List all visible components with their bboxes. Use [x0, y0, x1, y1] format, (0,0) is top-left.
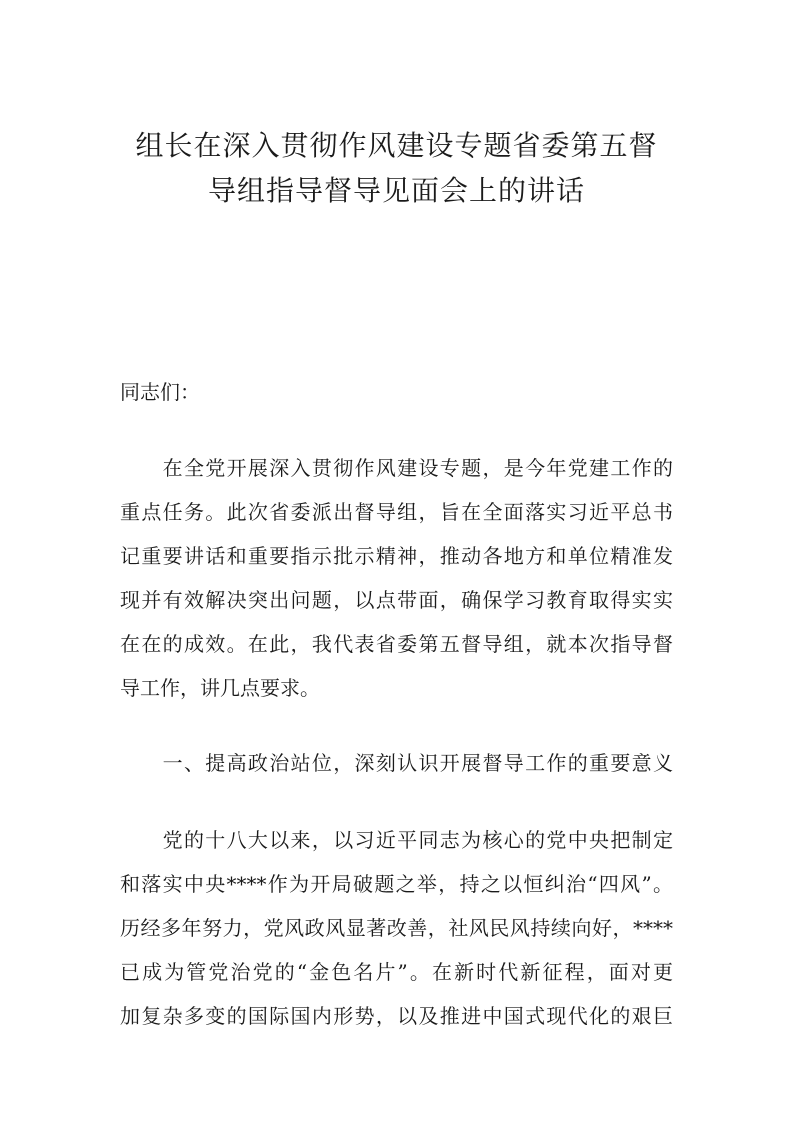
paragraph-2-line-4: 已成为管党治党的“金色名片”。在新时代新征程，面对更: [120, 960, 673, 984]
section-heading-1: 一、提高政治站位，深刻认识开展督导工作的重要意义: [120, 751, 673, 775]
paragraph-1-line-4: 现并有效解决突出问题，以点带面，确保学习教育取得实实: [120, 588, 673, 612]
paragraph-2-line-1: 党的十八大以来，以习近平同志为核心的党中央把制定: [120, 828, 673, 852]
paragraph-1-line-2: 重点任务。此次省委派出督导组，旨在全面落实习近平总书: [120, 500, 673, 524]
document-title-line-1: 组长在深入贯彻作风建设专题省委第五督: [135, 129, 658, 162]
paragraph-1-line-6: 导工作，讲几点要求。: [120, 676, 320, 700]
paragraph-1-line-3: 记重要讲话和重要指示批示精神，推动各地方和单位精准发: [120, 544, 673, 568]
document-title-line-2: 导组指导督导见面会上的讲话: [207, 174, 585, 207]
paragraph-1-line-1: 在全党开展深入贯彻作风建设专题，是今年党建工作的: [120, 456, 673, 480]
paragraph-2-line-5: 加复杂多变的国际国内形势，以及推进中国式现代化的艰巨: [120, 1004, 673, 1028]
paragraph-2-line-3: 历经多年努力，党风政风显著改善，社风民风持续向好，****: [120, 916, 673, 940]
salutation: 同志们：: [120, 380, 200, 404]
paragraph-1-line-5: 在在的成效。在此，我代表省委第五督导组，就本次指导督: [120, 632, 673, 656]
paragraph-2-line-2: 和落实中央****作为开局破题之举，持之以恒纠治“四风”。: [120, 872, 673, 896]
